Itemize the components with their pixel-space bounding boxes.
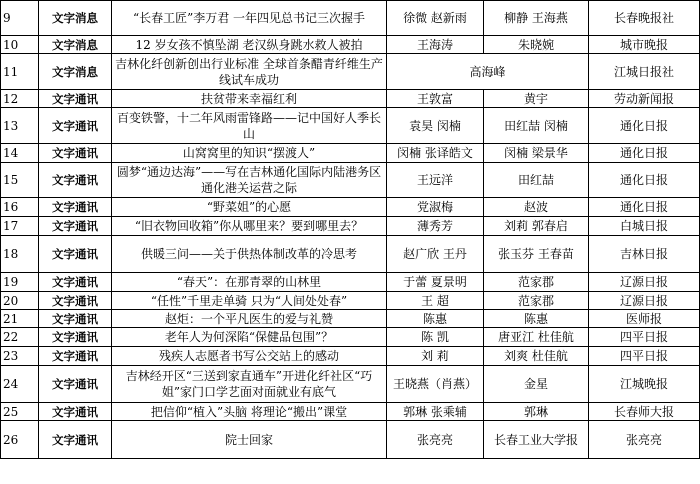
organization-cell: 通化日报 bbox=[589, 144, 700, 163]
row-number: 17 bbox=[1, 217, 39, 236]
organization-cell: 城市晚报 bbox=[589, 36, 700, 54]
category-cell: 文字通讯 bbox=[39, 217, 112, 236]
organization-cell: 辽源日报 bbox=[589, 273, 700, 292]
title-cell: 残疾人志愿者书写公交站上的感动 bbox=[112, 347, 387, 366]
author-cell: 袁昊 闵楠 bbox=[387, 108, 484, 144]
row-number: 22 bbox=[1, 328, 39, 347]
organization-cell: 劳动新闻报 bbox=[589, 90, 700, 108]
table-row bbox=[1, 328, 700, 347]
editor-cell: 唐亚江 杜佳航 bbox=[484, 328, 589, 347]
table-row bbox=[1, 292, 700, 310]
organization-cell: 张亮亮 bbox=[589, 421, 700, 459]
author-cell: 张亮亮 bbox=[387, 421, 484, 459]
title-cell: 供暖三问——关于供热体制改革的冷思考 bbox=[112, 236, 387, 273]
title-cell: 吉林经开区“三送到家直通车”开进化纤社区“巧姐”家门口学艺面对面就业有底气 bbox=[112, 366, 387, 403]
table-row bbox=[1, 403, 700, 421]
category-cell: 文字通讯 bbox=[39, 236, 112, 273]
editor-cell: 柳静 王海燕 bbox=[484, 1, 589, 36]
table-row bbox=[1, 108, 700, 144]
table-row bbox=[1, 366, 700, 403]
editor-cell: 黄宇 bbox=[484, 90, 589, 108]
category-cell: 文字通讯 bbox=[39, 403, 112, 421]
title-cell: 院士回家 bbox=[112, 421, 387, 459]
category-cell: 文字通讯 bbox=[39, 310, 112, 328]
author-cell: 陈 凯 bbox=[387, 328, 484, 347]
organization-cell: 通化日报 bbox=[589, 108, 700, 144]
organization-cell: 医师报 bbox=[589, 310, 700, 328]
editor-cell: 闵楠 梁景华 bbox=[484, 144, 589, 163]
author-cell: 闵楠 张译皓文 bbox=[387, 144, 484, 163]
row-number: 26 bbox=[1, 421, 39, 459]
author-cell: 刘 莉 bbox=[387, 347, 484, 366]
table-row bbox=[1, 421, 700, 459]
row-number: 19 bbox=[1, 273, 39, 292]
organization-cell: 白城日报 bbox=[589, 217, 700, 236]
title-cell: 老年人为何深陷“保健品包围”？ bbox=[112, 328, 387, 347]
organization-cell: 吉林日报 bbox=[589, 236, 700, 273]
row-number: 14 bbox=[1, 144, 39, 163]
category-cell: 文字通讯 bbox=[39, 328, 112, 347]
author-cell: 王远洋 bbox=[387, 163, 484, 198]
row-number: 23 bbox=[1, 347, 39, 366]
editor-cell: 张玉芬 王春苗 bbox=[484, 236, 589, 273]
table-row bbox=[1, 163, 700, 198]
author-cell: 王海涛 bbox=[387, 36, 484, 54]
category-cell: 文字消息 bbox=[39, 54, 112, 90]
table-row bbox=[1, 347, 700, 366]
title-cell: 把信仰“植入”头脑 将理论“搬出”课堂 bbox=[112, 403, 387, 421]
row-number: 18 bbox=[1, 236, 39, 273]
editor-cell: 范家郡 bbox=[484, 292, 589, 310]
title-cell: “旧衣物回收箱”你从哪里来？要到哪里去？ bbox=[112, 217, 387, 236]
author-cell: 薄秀芳 bbox=[387, 217, 484, 236]
category-cell: 文字通讯 bbox=[39, 273, 112, 292]
table-row bbox=[1, 90, 700, 108]
table-row bbox=[1, 217, 700, 236]
table-row bbox=[1, 36, 700, 54]
organization-cell: 长春晚报社 bbox=[589, 1, 700, 36]
table-row bbox=[1, 236, 700, 273]
editor-cell: 田红喆 闵楠 bbox=[484, 108, 589, 144]
title-cell: 吉林化纤创新创出行业标准 全球首条醋青纤维生产线试车成功 bbox=[112, 54, 387, 90]
category-cell: 文字通讯 bbox=[39, 292, 112, 310]
author-cell: 赵广欣 王丹 bbox=[387, 236, 484, 273]
table-row bbox=[1, 54, 700, 90]
organization-cell: 江城日报社 bbox=[589, 54, 700, 90]
editor-cell: 金星 bbox=[484, 366, 589, 403]
row-number: 15 bbox=[1, 163, 39, 198]
category-cell: 文字通讯 bbox=[39, 90, 112, 108]
organization-cell: 四平日报 bbox=[589, 328, 700, 347]
category-cell: 文字消息 bbox=[39, 1, 112, 36]
editor-cell: 田红喆 bbox=[484, 163, 589, 198]
title-cell: 赵炬：一个平凡医生的爱与礼赞 bbox=[112, 310, 387, 328]
organization-cell: 通化日报 bbox=[589, 198, 700, 217]
author-cell: 王晓燕（肖燕） bbox=[387, 366, 484, 403]
category-cell: 文字通讯 bbox=[39, 163, 112, 198]
table-row bbox=[1, 310, 700, 328]
table-row bbox=[1, 273, 700, 292]
row-number: 21 bbox=[1, 310, 39, 328]
category-cell: 文字通讯 bbox=[39, 198, 112, 217]
title-cell: 12 岁女孩不慎坠湖 老汉纵身跳水救人被拍 bbox=[112, 36, 387, 54]
row-number: 16 bbox=[1, 198, 39, 217]
table-row bbox=[1, 144, 700, 163]
editor-cell: 郭琳 bbox=[484, 403, 589, 421]
title-cell: “任性”千里走单骑 只为“人间处处春” bbox=[112, 292, 387, 310]
row-number: 20 bbox=[1, 292, 39, 310]
editor-cell: 范家郡 bbox=[484, 273, 589, 292]
row-number: 11 bbox=[1, 54, 39, 90]
editor-cell: 陈惠 bbox=[484, 310, 589, 328]
organization-cell: 江城晚报 bbox=[589, 366, 700, 403]
author-cell: 王 超 bbox=[387, 292, 484, 310]
editor-cell: 长春工业大学报 bbox=[484, 421, 589, 459]
row-number: 12 bbox=[1, 90, 39, 108]
author-cell: 徐微 赵新雨 bbox=[387, 1, 484, 36]
category-cell: 文字消息 bbox=[39, 36, 112, 54]
organization-cell: 辽源日报 bbox=[589, 292, 700, 310]
table-row bbox=[1, 1, 700, 36]
title-cell: 圆梦“通边达海”——写在吉林通化国际内陆港务区通化港关运营之际 bbox=[112, 163, 387, 198]
author-cell: 王敦富 bbox=[387, 90, 484, 108]
title-cell: 山窝窝里的知识“摆渡人” bbox=[112, 144, 387, 163]
editor-cell: 赵波 bbox=[484, 198, 589, 217]
author-cell: 于蕾 夏景明 bbox=[387, 273, 484, 292]
category-cell: 文字通讯 bbox=[39, 366, 112, 403]
title-cell: “野菜姐”的心愿 bbox=[112, 198, 387, 217]
category-cell: 文字通讯 bbox=[39, 421, 112, 459]
editor-cell: 刘莉 郭春启 bbox=[484, 217, 589, 236]
table-row bbox=[1, 198, 700, 217]
category-cell: 文字通讯 bbox=[39, 144, 112, 163]
row-number: 10 bbox=[1, 36, 39, 54]
title-cell: 百变铁警，十二年风雨雷锋路——记中国好人季长山 bbox=[112, 108, 387, 144]
organization-cell: 通化日报 bbox=[589, 163, 700, 198]
organization-cell: 长春师大报 bbox=[589, 403, 700, 421]
title-cell: “长春工匠”李万君 一年四见总书记三次握手 bbox=[112, 1, 387, 36]
row-number: 25 bbox=[1, 403, 39, 421]
author-cell: 党淑梅 bbox=[387, 198, 484, 217]
organization-cell: 四平日报 bbox=[589, 347, 700, 366]
title-cell: 扶贫带来幸福红利 bbox=[112, 90, 387, 108]
author-editor-cell: 高海峰 bbox=[387, 54, 589, 90]
row-number: 9 bbox=[1, 1, 39, 36]
category-cell: 文字通讯 bbox=[39, 347, 112, 366]
editor-cell: 刘爽 杜佳航 bbox=[484, 347, 589, 366]
row-number: 13 bbox=[1, 108, 39, 144]
row-number: 24 bbox=[1, 366, 39, 403]
category-cell: 文字通讯 bbox=[39, 108, 112, 144]
editor-cell: 朱晓婉 bbox=[484, 36, 589, 54]
title-cell: “春天”：在那青翠的山林里 bbox=[112, 273, 387, 292]
author-cell: 陈惠 bbox=[387, 310, 484, 328]
author-cell: 郭琳 张乘辅 bbox=[387, 403, 484, 421]
